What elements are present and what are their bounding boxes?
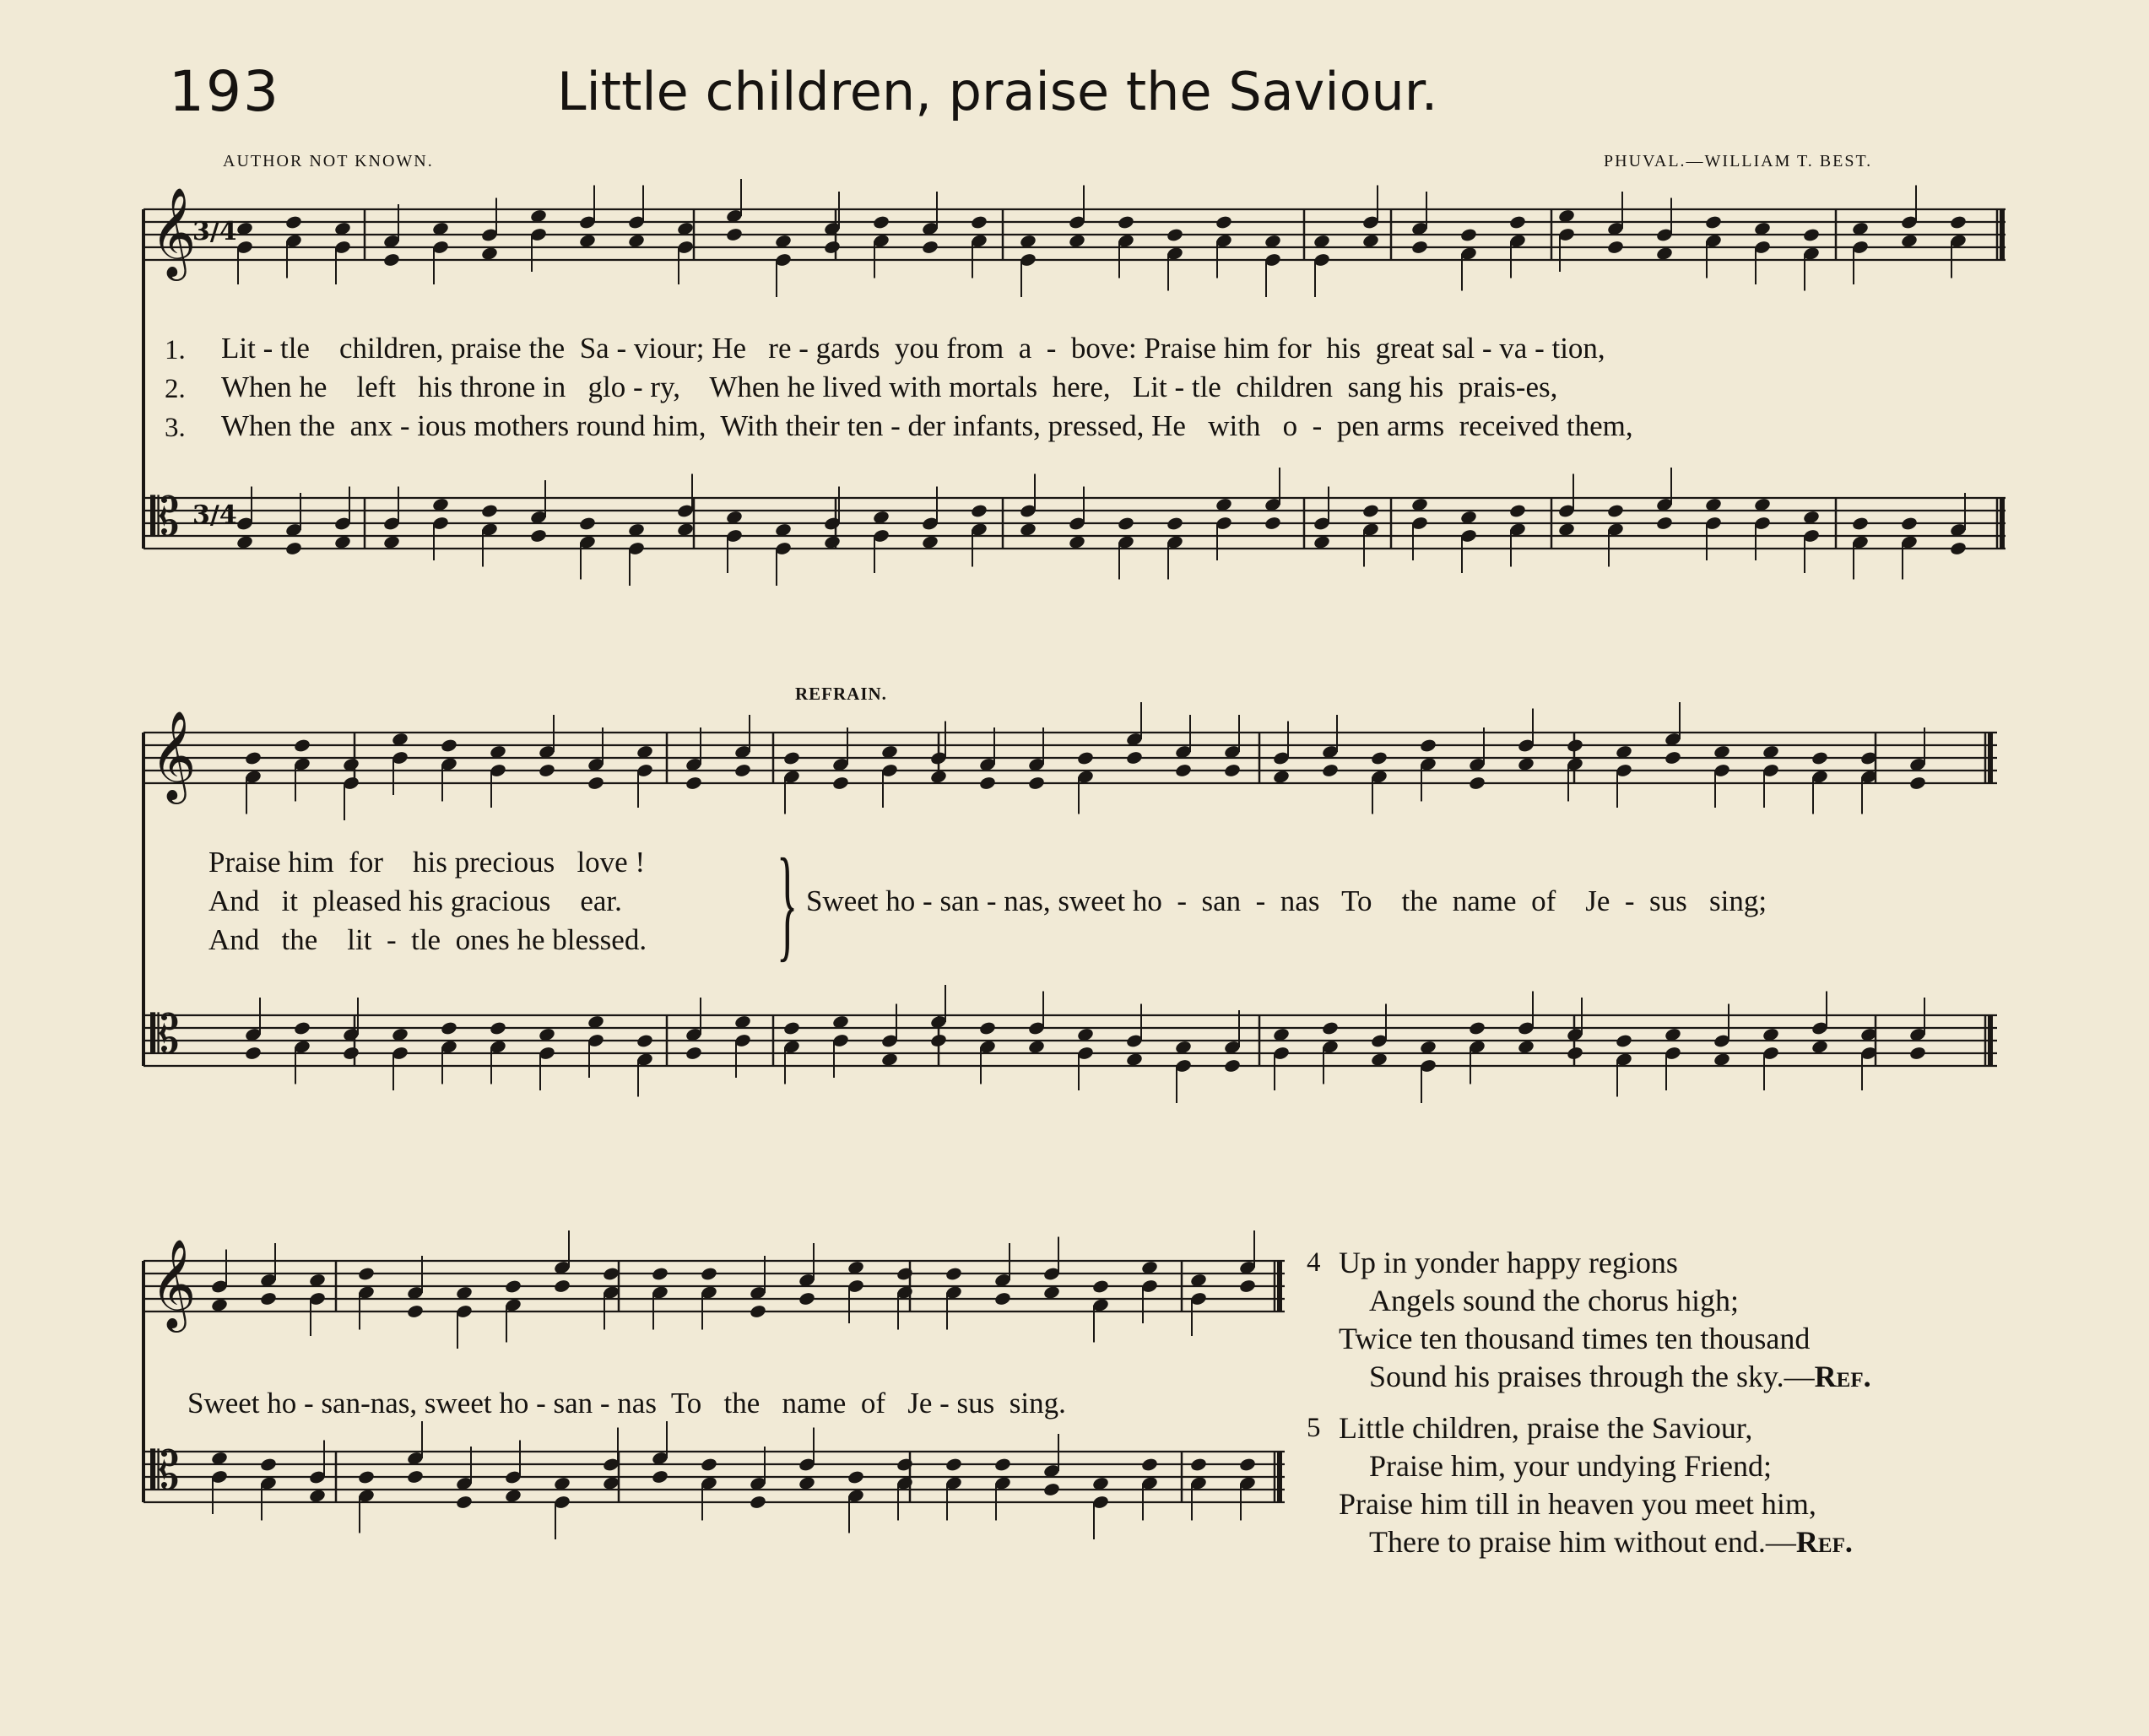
author-credit: AUTHOR NOT KNOWN.	[223, 152, 434, 170]
notehead	[1174, 763, 1192, 778]
refrain-lyric-line: Sweet ho - san - nas, sweet ho - san - nas To the name of Je - sus sing;	[806, 884, 1767, 917]
notehead	[685, 1046, 702, 1061]
notehead	[538, 763, 555, 778]
notehead	[1321, 763, 1339, 778]
notehead	[244, 1046, 262, 1061]
notehead	[1606, 240, 1624, 255]
notehead	[244, 750, 262, 765]
notehead	[480, 503, 498, 518]
notehead	[587, 776, 604, 791]
notehead	[725, 227, 743, 242]
notehead	[1238, 1279, 1256, 1294]
notehead	[1908, 776, 1926, 791]
notehead	[921, 240, 939, 255]
notehead	[1419, 738, 1437, 753]
lyric-line2-verse-1: Praise him for his precious love !	[208, 846, 646, 879]
notehead	[578, 516, 596, 531]
notehead	[872, 214, 890, 230]
refrain-label: REFRAIN.	[795, 684, 887, 704]
stanza-number: 5	[1307, 1413, 1321, 1443]
notehead	[749, 1495, 766, 1510]
notehead	[1410, 240, 1428, 255]
stanza-line: Angels sound the chorus high;	[1369, 1284, 1739, 1317]
stanza-line: Praise him till in heaven you meet him,	[1339, 1487, 1816, 1521]
time-signature-treble: 3/4	[192, 217, 237, 246]
tune-credit: PHUVAL.—WILLIAM T. BEST.	[1604, 152, 1873, 170]
notehead	[993, 1457, 1011, 1472]
bass-clef: 𝄡	[150, 1440, 180, 1501]
notehead	[831, 776, 849, 791]
refrain-ref: Ref.	[1814, 1360, 1871, 1393]
notehead	[1125, 750, 1143, 765]
lyric-line-verse-2: When he left his throne in glo - ry, When he lived with mortals here, Lit - tle children sang his prais-es,	[221, 370, 1558, 403]
notehead	[1223, 1058, 1241, 1074]
notehead	[440, 738, 457, 753]
notehead	[1140, 1457, 1158, 1472]
notehead	[602, 1266, 620, 1281]
bass-clef: 𝄡	[150, 1003, 180, 1065]
notehead	[1566, 1046, 1583, 1061]
notehead	[406, 1469, 424, 1485]
notehead	[284, 214, 302, 230]
notehead	[1166, 516, 1183, 531]
notehead	[978, 776, 996, 791]
lyric-line2-verse-3: And the lit - tle ones he blessed.	[208, 923, 647, 956]
stanza-line: Sound his praises through the sky.—Ref.	[1369, 1360, 1871, 1393]
notehead	[357, 1266, 375, 1281]
notehead	[504, 1279, 522, 1294]
notehead	[1508, 214, 1526, 230]
stanza-line: Praise him, your undying Friend;	[1369, 1449, 1772, 1483]
notehead	[1189, 1457, 1207, 1472]
verse-number-3: 3.	[165, 413, 186, 443]
notehead	[1117, 516, 1134, 531]
notehead	[970, 214, 988, 230]
stanza-line: Twice ten thousand times ten thousand	[1339, 1322, 1811, 1355]
notehead	[896, 1266, 913, 1281]
notehead	[733, 763, 751, 778]
notehead	[293, 738, 311, 753]
notehead	[529, 528, 547, 544]
notehead	[993, 1291, 1011, 1306]
notehead	[1468, 1020, 1486, 1036]
notehead	[1655, 516, 1673, 531]
verse-number-2: 2.	[165, 374, 186, 404]
notehead	[1223, 763, 1241, 778]
notehead	[1811, 750, 1828, 765]
notehead	[1091, 1279, 1109, 1294]
notehead	[1076, 750, 1094, 765]
notehead	[749, 1304, 766, 1319]
treble-clef: 𝄞	[150, 1238, 197, 1328]
verse-number-1: 1.	[165, 335, 186, 365]
notehead	[382, 252, 400, 268]
notehead	[284, 541, 302, 556]
hymn-number: 193	[169, 59, 280, 124]
notehead	[455, 1495, 473, 1510]
lyric-line-verse-3: When the anx - ious mothers round him, With their ten - der infants, pressed, He with o - pen arms received them,	[221, 409, 1633, 442]
stanza-line: Up in yonder happy regions	[1339, 1246, 1678, 1279]
notehead	[636, 1033, 653, 1048]
notehead	[1949, 214, 1967, 230]
notehead	[782, 750, 800, 765]
notehead	[293, 1020, 311, 1036]
notehead	[553, 1279, 571, 1294]
notehead	[406, 1304, 424, 1319]
notehead	[1908, 1046, 1926, 1061]
stanza-number: 4	[1307, 1247, 1321, 1278]
notehead	[259, 1291, 277, 1306]
time-signature-bass: 3/4	[192, 500, 237, 530]
notehead	[1606, 503, 1624, 518]
notehead	[1117, 214, 1134, 230]
notehead	[1704, 214, 1722, 230]
notehead	[847, 1469, 864, 1485]
notehead	[1459, 227, 1477, 242]
notehead	[945, 1457, 962, 1472]
notehead	[1321, 1020, 1339, 1036]
notehead	[651, 1266, 669, 1281]
treble-clef: 𝄞	[150, 710, 197, 800]
treble-clef: 𝄞	[150, 187, 197, 277]
verse-brace: }	[777, 833, 798, 973]
notehead	[1851, 516, 1869, 531]
notehead	[1370, 750, 1388, 765]
bass-clef: 𝄡	[150, 486, 180, 548]
notehead	[440, 1020, 457, 1036]
notehead	[489, 1020, 506, 1036]
hymn-title: Little children, praise the Saviour.	[557, 61, 1438, 122]
notehead	[1802, 227, 1820, 242]
notehead	[700, 1457, 717, 1472]
notehead	[1238, 1457, 1256, 1472]
notehead	[1264, 516, 1281, 531]
notehead	[1042, 1482, 1060, 1497]
notehead	[700, 1266, 717, 1281]
stanza-line: There to praise him without end.—Ref.	[1369, 1525, 1853, 1559]
notehead	[1615, 1033, 1632, 1048]
notehead	[342, 1046, 360, 1061]
notehead	[1566, 738, 1583, 753]
notehead	[1468, 776, 1486, 791]
notehead	[1949, 541, 1967, 556]
notehead	[823, 240, 841, 255]
notehead	[1508, 503, 1526, 518]
notehead	[1215, 214, 1232, 230]
notehead	[651, 1469, 669, 1485]
notehead	[1900, 516, 1918, 531]
notehead	[896, 1457, 913, 1472]
stanza-line: Little children, praise the Saviour,	[1339, 1411, 1753, 1445]
notehead	[782, 1020, 800, 1036]
refrain-ref: Ref.	[1795, 1525, 1853, 1559]
notehead	[929, 1033, 947, 1048]
notehead	[978, 1020, 996, 1036]
notehead	[970, 503, 988, 518]
notehead	[259, 1457, 277, 1472]
notehead	[1664, 750, 1681, 765]
notehead	[798, 1291, 815, 1306]
notehead	[1166, 227, 1183, 242]
stanza-text	[1339, 1409, 1853, 1561]
notehead	[685, 776, 702, 791]
lyric-line2-verse-2: And it pleased his gracious ear.	[208, 884, 622, 917]
notehead	[1361, 503, 1379, 518]
notehead	[1027, 776, 1045, 791]
notehead	[945, 1266, 962, 1281]
lyric-line-verse-1: Lit - tle children, praise the Sa - viour; He re - gards you from a - bove: Praise him for his great sal - va - tion,	[221, 332, 1605, 365]
notehead	[357, 1469, 375, 1485]
refrain-lyric-line-final: Sweet ho - san-nas, sweet ho - san - nas To the name of Je - sus sing.	[187, 1387, 1066, 1420]
stanza-text	[1339, 1244, 1871, 1396]
